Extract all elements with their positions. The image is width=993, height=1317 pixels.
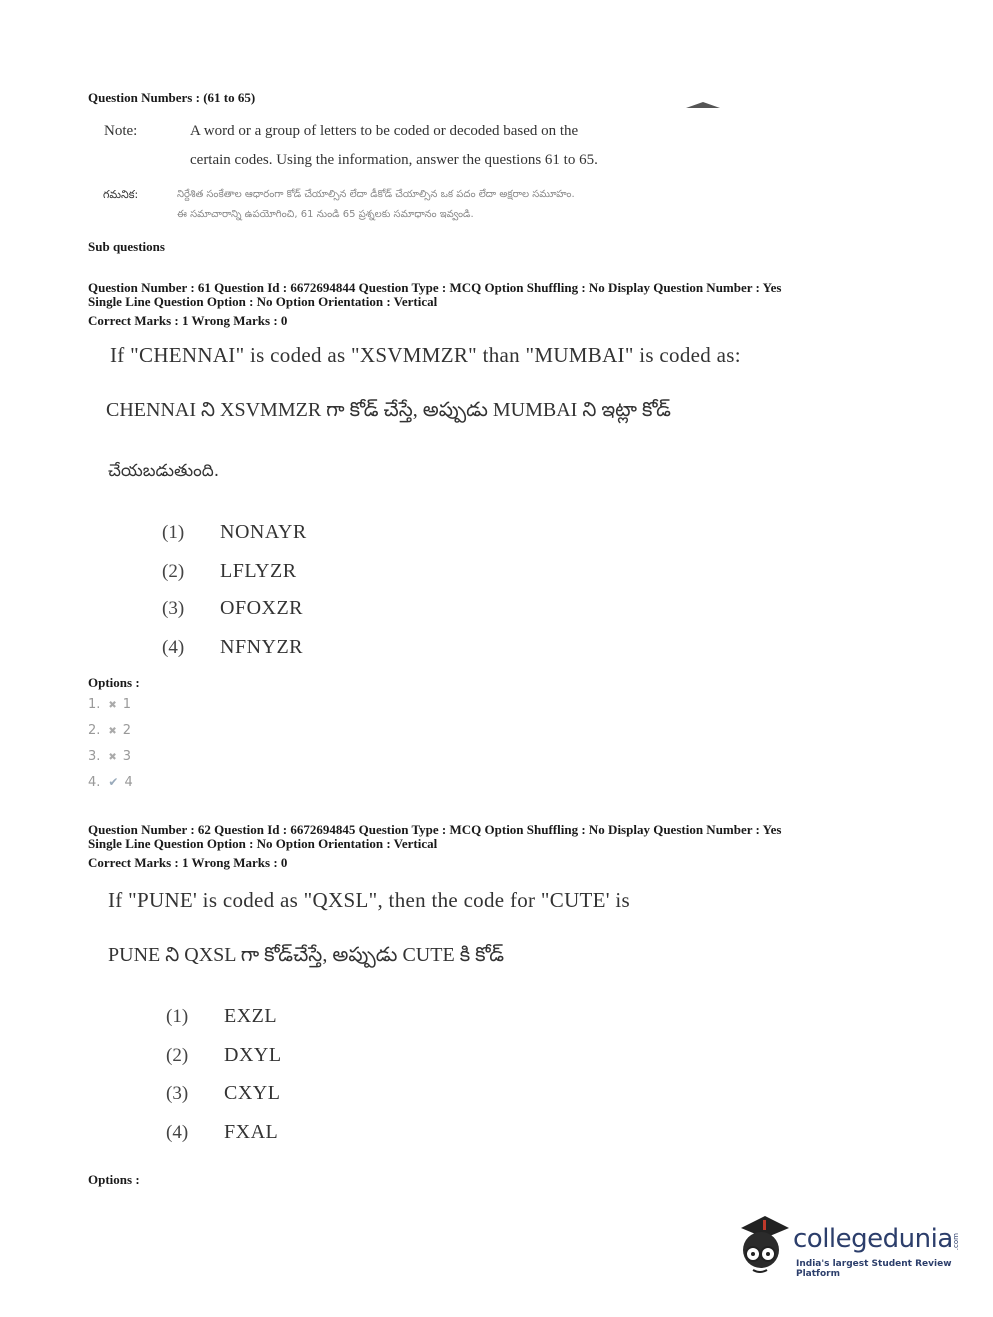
q62-option-4-number: (4) bbox=[166, 1122, 189, 1143]
q62-option-2-number: (2) bbox=[166, 1045, 189, 1066]
q61-text-english: If "CHENNAI" is coded as "XSVMMZR" than "MUMBAI" is coded as: bbox=[110, 343, 741, 367]
collegedunia-logo-tld: .com bbox=[952, 1233, 960, 1251]
q61-options-label: Options : bbox=[88, 675, 140, 690]
q61-option-1-value: NONAYR bbox=[220, 521, 307, 543]
question-numbers-heading: Question Numbers : (61 to 65) bbox=[88, 90, 256, 105]
q61-meta-line-2: Single Line Question Option : No Option Orientation : Vertical bbox=[88, 294, 438, 309]
scroll-up-icon[interactable] bbox=[686, 96, 720, 114]
q61-option-2-number: (2) bbox=[162, 561, 185, 582]
q62-meta-line-1: Question Number : 62 Question Id : 6672694845 Question Type : MCQ Option Shuffling : No Display Question Number : Yes bbox=[88, 822, 782, 837]
q62-option-1-number: (1) bbox=[166, 1006, 189, 1027]
wrong-icon: ✖ bbox=[108, 752, 117, 763]
q61-option-3-number: (3) bbox=[162, 598, 185, 619]
note-line-2: certain codes. Using the information, answer the questions 61 to 65. bbox=[190, 152, 598, 168]
wrong-icon: ✖ bbox=[108, 726, 117, 737]
q62-meta-line-3: Correct Marks : 1 Wrong Marks : 0 bbox=[88, 855, 288, 870]
q61-option-2-value: LFLYZR bbox=[220, 560, 297, 582]
q61-option-3-value: OFOXZR bbox=[220, 597, 304, 619]
q62-options-label: Options : bbox=[88, 1172, 140, 1187]
q62-option-4-value: FXAL bbox=[224, 1121, 279, 1143]
correct-check-icon: ✔ bbox=[108, 775, 119, 789]
q62-option-3-value: CXYL bbox=[224, 1082, 281, 1104]
q62-text-english: If "PUNE' is coded as "QXSL", then the code for "CUTE' is bbox=[108, 888, 631, 912]
q61-answer-2[interactable]: 2. ✖ 2 bbox=[88, 723, 132, 738]
q61-answer-1[interactable]: 1. ✖ 1 bbox=[88, 697, 132, 712]
collegedunia-logo-text: collegedunia bbox=[793, 1224, 953, 1254]
q61-meta-line-3: Correct Marks : 1 Wrong Marks : 0 bbox=[88, 313, 288, 328]
wrong-icon: ✖ bbox=[108, 700, 117, 711]
collegedunia-mascot-icon bbox=[735, 1210, 795, 1280]
telugu-note-label: గమనిక: bbox=[103, 188, 139, 201]
q61-meta-line-1: Question Number : 61 Question Id : 6672694844 Question Type : MCQ Option Shuffling : No Display Question Number : Yes bbox=[88, 280, 782, 295]
q61-text-telugu-line-2: చేయబడుతుంది. bbox=[108, 461, 220, 481]
telugu-note-line-1: నిర్దేశిత సంకేతాల ఆధారంగా కోడ్ చేయాల్సిన లేదా డీకోడ్ చేయాల్సిన ఒక పదం లేదా అక్షరాల సమూహం. bbox=[177, 189, 575, 200]
telugu-note-line-2: ఈ సమాచారాన్ని ఉపయోగించి, 61 నుండి 65 ప్రశ్నలకు సమాధానం ఇవ్వండి. bbox=[177, 209, 474, 220]
q61-answer-3[interactable]: 3. ✖ 3 bbox=[88, 749, 132, 764]
q62-option-3-number: (3) bbox=[166, 1083, 189, 1104]
q62-option-2-value: DXYL bbox=[224, 1044, 282, 1066]
q61-text-telugu-line-1: CHENNAI ని XSVMMZR గా కోడ్ చేస్తే, అప్పుడు MUMBAI ని ఇట్లా కోడ్ bbox=[106, 399, 671, 421]
q62-text-telugu-line-1: PUNE ని QXSL గా కోడ్‌చేస్తే, అప్పుడు CUTE కి కోడ్ bbox=[108, 944, 505, 966]
q61-option-1-number: (1) bbox=[162, 522, 185, 543]
q61-option-4-value: NFNYZR bbox=[220, 636, 304, 658]
q62-option-1-value: EXZL bbox=[224, 1005, 278, 1027]
note-line-1: A word or a group of letters to be coded or decoded based on the bbox=[190, 123, 579, 139]
collegedunia-tagline: India's largest Student Review Platform bbox=[796, 1259, 952, 1279]
sub-questions-heading: Sub questions bbox=[88, 239, 165, 254]
q61-answer-4[interactable]: 4. ✔ 4 bbox=[88, 775, 133, 790]
q62-meta-line-2: Single Line Question Option : No Option Orientation : Vertical bbox=[88, 836, 438, 851]
note-label: Note: bbox=[104, 123, 138, 139]
q61-option-4-number: (4) bbox=[162, 637, 185, 658]
